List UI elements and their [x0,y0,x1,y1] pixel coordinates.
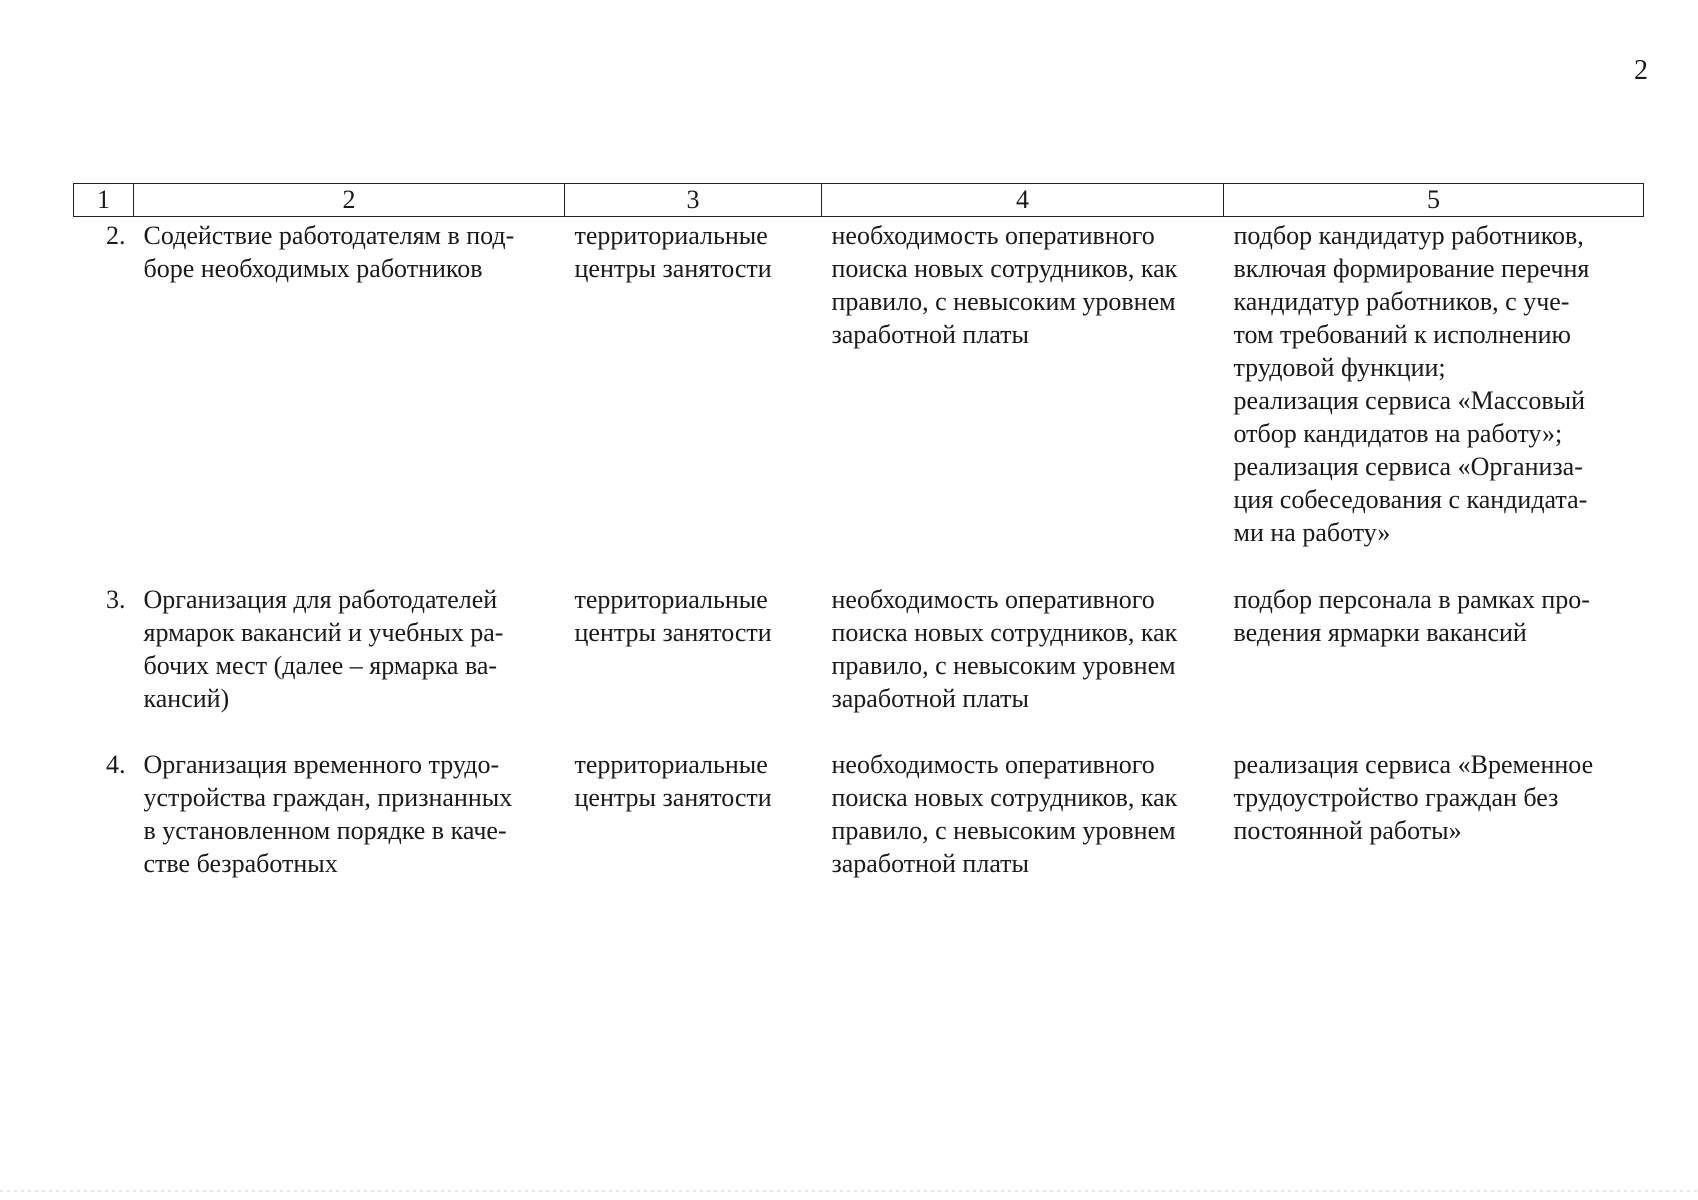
text-line: территориальные [574,221,768,250]
text-line: боре необходимых работников [143,254,483,283]
measures-cell [1224,746,1644,880]
text-line: центры занятости [574,783,772,812]
provider-cell [565,746,822,880]
text-line: реализация сервиса «Организа- [1233,452,1583,481]
table-row [74,581,1644,746]
text-line: подбор персонала в рамках про- [1233,585,1590,614]
text-line: отбор кандидатов на работу»; [1233,419,1563,448]
provider-cell [565,217,822,582]
text-line: кандидатур работников, с уче- [1233,287,1570,316]
text-line: необходимость оперативного [831,221,1155,250]
text-line: поиска новых сотрудников, как [831,618,1178,647]
text-line: стве безработных [143,849,338,878]
text-line: территориальные [574,750,768,779]
header-col-4: 4 [822,184,1224,217]
need-cell [822,746,1224,880]
row-number: 2. [106,221,126,250]
text-line: подбор кандидатур работников, [1233,221,1584,250]
table-header [74,184,1644,217]
text-line: включая формирование перечня [1233,254,1590,283]
text-line: реализация сервиса «Массовый [1233,386,1585,415]
scan-edge-noise [0,1190,1698,1192]
table-row [74,217,1644,582]
text-line: поиска новых сотрудников, как [831,783,1178,812]
text-line: Содействие работодателям в под- [143,221,515,250]
row-number: 4. [106,750,126,779]
text-line: постоянной работы» [1233,816,1462,845]
text-line: центры занятости [574,618,772,647]
need-cell [822,581,1224,746]
header-col-1: 1 [74,184,134,217]
text-line: заработной платы [831,849,1030,878]
text-line: заработной платы [831,684,1030,713]
measures-cell [1224,581,1644,746]
text-line: трудовой функции; [1233,353,1446,382]
text-line: правило, с невысоким уровнем [831,816,1176,845]
table-body [74,217,1644,881]
table-row [74,746,1644,880]
page-number: 2 [1634,55,1648,86]
text-line: устройства граждан, признанных [143,783,513,812]
text-line: ярмарок вакансий и учебных ра- [143,618,504,647]
text-line: территориальные [574,585,768,614]
text-line: том требований к исполнению [1233,320,1571,349]
need-cell [822,217,1224,582]
header-row [74,184,1644,217]
text-line: ми на работу» [1233,518,1391,547]
services-table [73,183,1644,880]
text-line: в установленном порядке в каче- [143,816,507,845]
text-line: необходимость оперативного [831,585,1155,614]
text-line: ция собеседования с кандидата- [1233,485,1588,514]
text-line: бочих мест (далее – ярмарка ва- [143,651,498,680]
text-line: Организация для работодателей [143,585,498,614]
text-line: ведения ярмарки вакансий [1233,618,1527,647]
measures-cell [1224,217,1644,582]
text-line: необходимость оперативного [831,750,1155,779]
text-line: кансий) [143,684,230,713]
text-line: поиска новых сотрудников, как [831,254,1178,283]
provider-cell [565,581,822,746]
text-line: реализация сервиса «Временное [1233,750,1594,779]
text-line: правило, с невысоким уровнем [831,651,1176,680]
header-col-5: 5 [1224,184,1644,217]
service-name-cell [134,746,565,880]
row-number: 3. [106,585,126,614]
text-line: Организация временного трудо- [143,750,500,779]
service-name-cell [134,581,565,746]
text-line: правило, с невысоким уровнем [831,287,1176,316]
text-line: трудоустройство граждан без [1233,783,1559,812]
header-col-3: 3 [565,184,822,217]
service-name-cell [134,217,565,582]
text-line: заработной платы [831,320,1030,349]
header-col-2: 2 [134,184,565,217]
text-line: центры занятости [574,254,772,283]
